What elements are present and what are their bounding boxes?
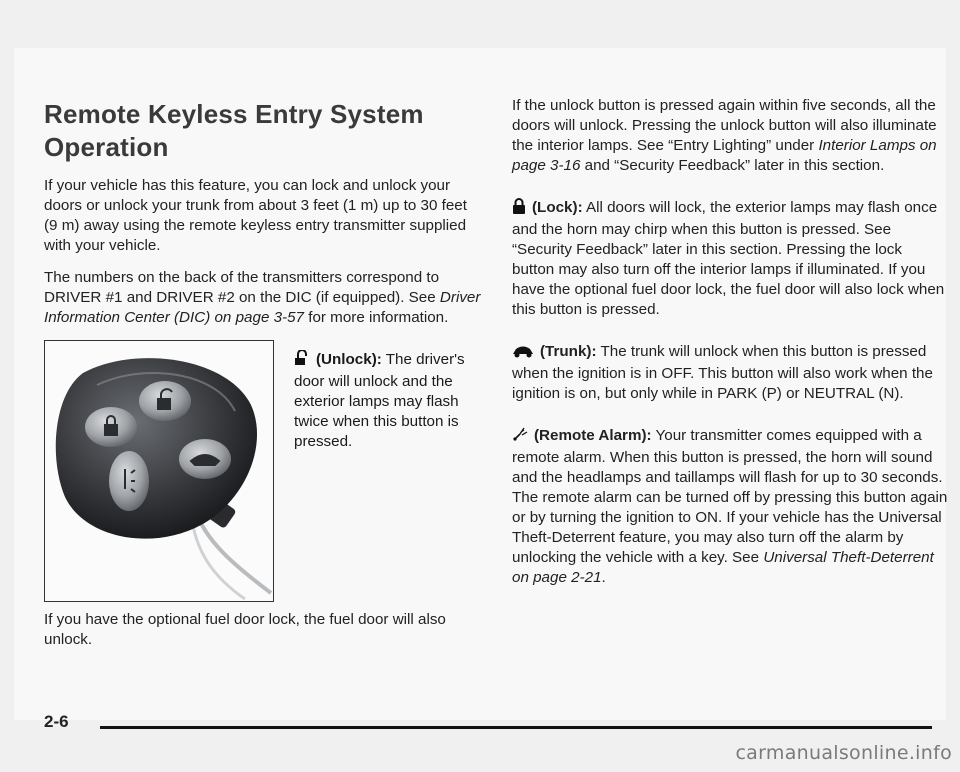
unlock-description (294, 350, 490, 452)
fuel-door-paragraph: If you have the optional fuel door lock, the fuel door will also unlock. (44, 611, 446, 648)
unlock-again-paragraph: If the unlock button is pressed again within five seconds, all the doors will unlock. Pressing the unlock button will also illuminate the interior lamps. See “Entry Lighting” under Interior Lamps on page 3-16 and “Security Feedback” later in this section. (512, 97, 937, 174)
unlock-text: The driver's door will unlock and the exterior lamps may flash twice when this button is pressed. (294, 351, 465, 450)
theft-deterrent-reference: Universal Theft-Deterrent on page 2-21 (512, 549, 934, 586)
manual-page (14, 48, 948, 731)
trunk-text: The trunk will unlock when this button is pressed when the ignition is in OFF. This button will also work when the ignition is on, but only while in PARK (P) or NEUTRAL (N). (512, 343, 933, 402)
keyfob-photo (44, 340, 274, 602)
transmitter-numbers-paragraph: The numbers on the back of the transmitters correspond to DRIVER #1 and DRIVER #2 on the DIC (if equipped). See Driver Information Center (DIC) on page 3-57 for more information. (44, 269, 481, 326)
left-column (44, 98, 484, 662)
unlock-padlock-icon (294, 350, 310, 372)
lock-text: All doors will lock, the exterior lamps may flash once and the horn may chirp when this button is pressed. See “Security Feedback” later in this section. Pressing the lock button may also turn off the interior lamps if illuminated. If you have the optional fuel door lock, the fuel door will also lock when this button is pressed. (512, 199, 945, 318)
remote-alarm-horn-icon (512, 426, 528, 448)
keyfob-figure (44, 340, 484, 602)
alarm-text: Your transmitter comes equipped with a remote alarm. When this button is pressed, the horn will sound and the headlamps and taillamps will flash for up to 30 seconds. The remote alarm can be turned off by pressing this button again or by turning the ignition to ON. If your vehicle has the Universal Theft-Deterrent feature, you may also turn off the alarm by unlocking the vehicle with a key. See (512, 427, 948, 566)
section-heading: Remote Keyless Entry System Operation (44, 99, 424, 162)
alarm-description: (Remote Alarm): Your transmitter comes equipped with a remote alarm. When this button is pressed, the horn will sound and the headlamps and taillamps will flash for up to 30 seconds. The remote alarm can be turned off by pressing this button again or by turning the ignition to ON. If your vehicle has the Universal Theft-Deterrent feature, you may also turn off the alarm by unlocking the vehicle with a key. See Universal Theft-Deterrent on page 2-21. (512, 427, 948, 586)
right-column (512, 96, 948, 600)
dic-page-reference: Driver Information Center (DIC) on page 3-57 (44, 289, 481, 326)
footer-rule (100, 726, 932, 729)
page-number: 2-6 (44, 712, 69, 731)
lock-padlock-icon (512, 198, 526, 220)
intro-paragraph: If your vehicle has this feature, you can lock and unlock your doors or unlock your trunk from about 3 feet (1 m) up to 30 feet (9 m) away using the remote keyless entry transmitter supplied with your vehicle. (44, 177, 467, 254)
lock-description (512, 198, 948, 320)
site-watermark: carmanualsonline.info (735, 742, 952, 764)
keyfob-illustration (45, 341, 273, 601)
alarm-label: (Remote Alarm): (534, 427, 652, 444)
trunk-label: (Trunk): (540, 343, 597, 360)
unlock-label: (Unlock): (316, 351, 382, 368)
trunk-description (512, 342, 948, 404)
interior-lamps-reference: Interior Lamps on page 3-16 (512, 137, 937, 174)
car-trunk-icon (512, 344, 534, 364)
lock-label: (Lock): (532, 199, 583, 216)
